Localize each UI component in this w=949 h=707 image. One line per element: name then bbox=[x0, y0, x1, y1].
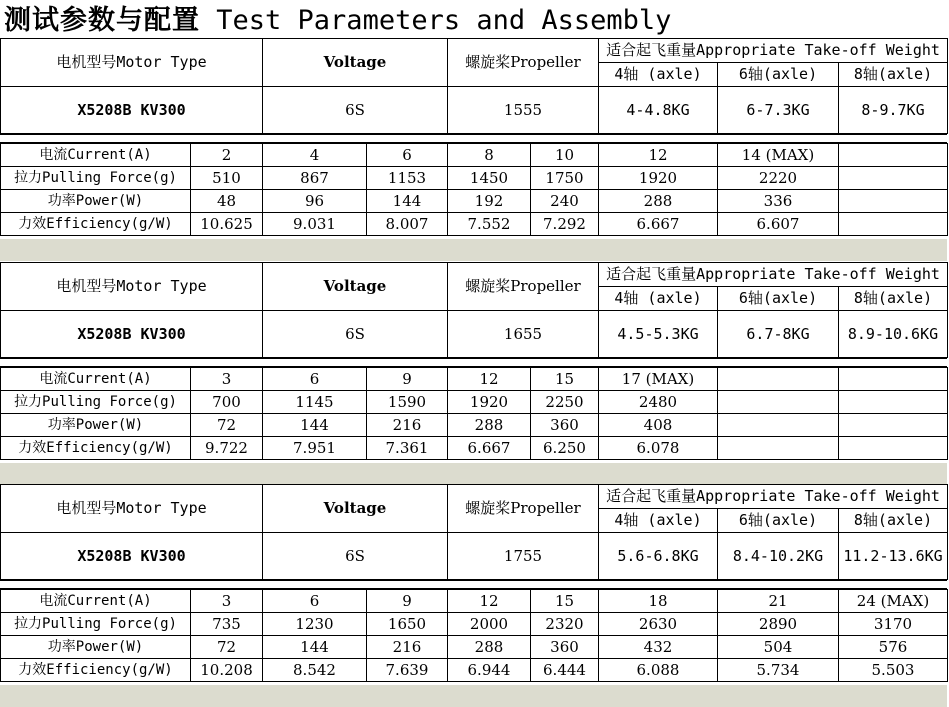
voltage-header: Voltage bbox=[263, 39, 448, 87]
cell-current: 3 bbox=[191, 590, 263, 613]
cell-force: 3170 bbox=[839, 613, 948, 636]
spec-header-table bbox=[0, 484, 948, 580]
cell-efficiency: 6.250 bbox=[531, 437, 599, 460]
table-row-efficiency bbox=[1, 213, 948, 236]
cell-current bbox=[839, 368, 948, 391]
cell-force: 867 bbox=[263, 167, 367, 190]
table-row-power bbox=[1, 636, 948, 659]
weight-4axle: 4.5-5.3KG bbox=[599, 311, 718, 358]
axle8-header: 8轴(axle) bbox=[839, 287, 948, 311]
cell-force: 1153 bbox=[367, 167, 448, 190]
propeller-value: 1555 bbox=[448, 87, 599, 134]
cell-efficiency: 6.607 bbox=[718, 213, 839, 236]
cell-efficiency: 8.542 bbox=[263, 659, 367, 682]
cell-power: 504 bbox=[718, 636, 839, 659]
page-title bbox=[4, 4, 671, 38]
cell-power: 96 bbox=[263, 190, 367, 213]
axle8-header: 8轴(axle) bbox=[839, 63, 948, 87]
table-row-power bbox=[1, 190, 948, 213]
cell-power: 336 bbox=[718, 190, 839, 213]
title-english: Test Parameters and Assembly bbox=[216, 5, 672, 36]
voltage-value: 6S bbox=[263, 87, 448, 134]
weight-4axle: 4-4.8KG bbox=[599, 87, 718, 134]
cell-power: 216 bbox=[367, 414, 448, 437]
axle4-header: 4轴 (axle) bbox=[599, 63, 718, 87]
cell-current: 21 bbox=[718, 590, 839, 613]
cell-force: 2250 bbox=[531, 391, 599, 414]
cell-current: 9 bbox=[367, 368, 448, 391]
cell-force bbox=[839, 167, 948, 190]
cell-efficiency: 7.292 bbox=[531, 213, 599, 236]
axle8-header: 8轴(axle) bbox=[839, 509, 948, 533]
cell-current: 14 (MAX) bbox=[718, 144, 839, 167]
cell-power: 240 bbox=[531, 190, 599, 213]
propeller-header: 螺旋桨Propeller bbox=[448, 485, 599, 533]
cell-power: 192 bbox=[448, 190, 531, 213]
row-label-power: 功率Power(W) bbox=[1, 636, 191, 659]
cell-efficiency: 7.552 bbox=[448, 213, 531, 236]
cell-efficiency: 6.667 bbox=[448, 437, 531, 460]
row-label-efficiency: 力效Efficiency(g/W) bbox=[1, 659, 191, 682]
cell-current: 24 (MAX) bbox=[839, 590, 948, 613]
row-label-force: 拉力Pulling Force(g) bbox=[1, 391, 191, 414]
cell-force: 735 bbox=[191, 613, 263, 636]
weight-4axle: 5.6-6.8KG bbox=[599, 533, 718, 580]
cell-efficiency bbox=[839, 213, 948, 236]
row-label-efficiency: 力效Efficiency(g/W) bbox=[1, 437, 191, 460]
cell-efficiency: 10.208 bbox=[191, 659, 263, 682]
cell-efficiency: 6.444 bbox=[531, 659, 599, 682]
cell-current: 2 bbox=[191, 144, 263, 167]
spec-header-table bbox=[0, 38, 948, 134]
performance-table bbox=[0, 143, 948, 236]
cell-efficiency: 5.503 bbox=[839, 659, 948, 682]
cell-force: 2320 bbox=[531, 613, 599, 636]
voltage-value: 6S bbox=[263, 311, 448, 358]
table-row-force bbox=[1, 167, 948, 190]
motor-type-header: 电机型号Motor Type bbox=[1, 263, 263, 311]
row-label-force: 拉力Pulling Force(g) bbox=[1, 613, 191, 636]
table-row-power bbox=[1, 414, 948, 437]
cell-efficiency: 6.667 bbox=[599, 213, 718, 236]
axle6-header: 6轴(axle) bbox=[718, 509, 839, 533]
row-label-current: 电流Current(A) bbox=[1, 144, 191, 167]
axle4-header: 4轴 (axle) bbox=[599, 287, 718, 311]
motor-type-header: 电机型号Motor Type bbox=[1, 39, 263, 87]
cell-power: 288 bbox=[448, 414, 531, 437]
cell-current: 12 bbox=[599, 144, 718, 167]
cell-power: 48 bbox=[191, 190, 263, 213]
cell-efficiency: 6.944 bbox=[448, 659, 531, 682]
cell-current: 17 (MAX) bbox=[599, 368, 718, 391]
cell-power: 216 bbox=[367, 636, 448, 659]
propeller-value: 1755 bbox=[448, 533, 599, 580]
cell-current: 12 bbox=[448, 368, 531, 391]
cell-current: 9 bbox=[367, 590, 448, 613]
voltage-header: Voltage bbox=[263, 263, 448, 311]
cell-power: 360 bbox=[531, 414, 599, 437]
section-separator bbox=[0, 358, 947, 367]
motor-model: X5208B KV300 bbox=[1, 311, 263, 358]
spec-header-table bbox=[0, 262, 948, 358]
cell-efficiency: 6.088 bbox=[599, 659, 718, 682]
cell-power: 72 bbox=[191, 636, 263, 659]
cell-force: 2890 bbox=[718, 613, 839, 636]
cell-power: 144 bbox=[263, 414, 367, 437]
propeller-header: 螺旋桨Propeller bbox=[448, 263, 599, 311]
cell-efficiency: 5.734 bbox=[718, 659, 839, 682]
cell-force: 1920 bbox=[448, 391, 531, 414]
cell-current: 10 bbox=[531, 144, 599, 167]
cell-force: 2220 bbox=[718, 167, 839, 190]
cell-efficiency: 8.007 bbox=[367, 213, 448, 236]
row-label-current: 电流Current(A) bbox=[1, 590, 191, 613]
cell-current bbox=[718, 368, 839, 391]
cell-current: 3 bbox=[191, 368, 263, 391]
table-row-efficiency bbox=[1, 659, 948, 682]
row-label-current: 电流Current(A) bbox=[1, 368, 191, 391]
cell-efficiency: 10.625 bbox=[191, 213, 263, 236]
cell-power bbox=[839, 190, 948, 213]
weight-8axle: 11.2-13.6KG bbox=[839, 533, 948, 580]
table-row-force bbox=[1, 613, 948, 636]
axle4-header: 4轴 (axle) bbox=[599, 509, 718, 533]
axle6-header: 6轴(axle) bbox=[718, 63, 839, 87]
cell-current: 4 bbox=[263, 144, 367, 167]
title-chinese: 测试参数与配置 bbox=[4, 5, 200, 36]
weight-6axle: 8.4-10.2KG bbox=[718, 533, 839, 580]
motor-type-header: 电机型号Motor Type bbox=[1, 485, 263, 533]
cell-force: 1920 bbox=[599, 167, 718, 190]
cell-force: 700 bbox=[191, 391, 263, 414]
cell-current bbox=[839, 144, 948, 167]
performance-table bbox=[0, 589, 948, 682]
voltage-header: Voltage bbox=[263, 485, 448, 533]
cell-power: 72 bbox=[191, 414, 263, 437]
cell-force: 1230 bbox=[263, 613, 367, 636]
cell-efficiency: 9.722 bbox=[191, 437, 263, 460]
cell-current: 15 bbox=[531, 368, 599, 391]
cell-power: 288 bbox=[599, 190, 718, 213]
cell-force bbox=[718, 391, 839, 414]
section-divider-band bbox=[0, 463, 947, 485]
cell-efficiency bbox=[718, 437, 839, 460]
cell-force: 510 bbox=[191, 167, 263, 190]
section-divider-band bbox=[0, 685, 947, 707]
cell-efficiency: 7.639 bbox=[367, 659, 448, 682]
cell-current: 12 bbox=[448, 590, 531, 613]
cell-force: 1450 bbox=[448, 167, 531, 190]
weight-header: 适合起飞重量Appropriate Take-off Weight bbox=[599, 263, 948, 287]
cell-force: 2630 bbox=[599, 613, 718, 636]
cell-efficiency: 7.951 bbox=[263, 437, 367, 460]
cell-power: 360 bbox=[531, 636, 599, 659]
cell-current: 6 bbox=[263, 368, 367, 391]
axle6-header: 6轴(axle) bbox=[718, 287, 839, 311]
cell-efficiency: 6.078 bbox=[599, 437, 718, 460]
table-row-force bbox=[1, 391, 948, 414]
table-row-current bbox=[1, 368, 948, 391]
motor-model: X5208B KV300 bbox=[1, 87, 263, 134]
table-row-current bbox=[1, 144, 948, 167]
cell-current: 6 bbox=[263, 590, 367, 613]
table-row-current bbox=[1, 590, 948, 613]
propeller-header: 螺旋桨Propeller bbox=[448, 39, 599, 87]
cell-current: 6 bbox=[367, 144, 448, 167]
performance-table bbox=[0, 367, 948, 460]
cell-power: 144 bbox=[367, 190, 448, 213]
cell-force: 2000 bbox=[448, 613, 531, 636]
voltage-value: 6S bbox=[263, 533, 448, 580]
cell-efficiency: 7.361 bbox=[367, 437, 448, 460]
weight-header: 适合起飞重量Appropriate Take-off Weight bbox=[599, 485, 948, 509]
cell-power bbox=[839, 414, 948, 437]
row-label-efficiency: 力效Efficiency(g/W) bbox=[1, 213, 191, 236]
cell-force: 1590 bbox=[367, 391, 448, 414]
cell-efficiency bbox=[839, 437, 948, 460]
table-row-efficiency bbox=[1, 437, 948, 460]
section-separator bbox=[0, 134, 947, 143]
cell-power: 144 bbox=[263, 636, 367, 659]
cell-power: 576 bbox=[839, 636, 948, 659]
cell-power: 408 bbox=[599, 414, 718, 437]
cell-current: 18 bbox=[599, 590, 718, 613]
weight-6axle: 6.7-8KG bbox=[718, 311, 839, 358]
weight-6axle: 6-7.3KG bbox=[718, 87, 839, 134]
cell-efficiency: 9.031 bbox=[263, 213, 367, 236]
propeller-value: 1655 bbox=[448, 311, 599, 358]
row-label-force: 拉力Pulling Force(g) bbox=[1, 167, 191, 190]
row-label-power: 功率Power(W) bbox=[1, 190, 191, 213]
cell-current: 8 bbox=[448, 144, 531, 167]
motor-model: X5208B KV300 bbox=[1, 533, 263, 580]
row-label-power: 功率Power(W) bbox=[1, 414, 191, 437]
cell-force: 1650 bbox=[367, 613, 448, 636]
cell-force: 1145 bbox=[263, 391, 367, 414]
weight-8axle: 8.9-10.6KG bbox=[839, 311, 948, 358]
cell-force: 2480 bbox=[599, 391, 718, 414]
cell-force bbox=[839, 391, 948, 414]
weight-header: 适合起飞重量Appropriate Take-off Weight bbox=[599, 39, 948, 63]
weight-8axle: 8-9.7KG bbox=[839, 87, 948, 134]
section-divider-band bbox=[0, 239, 947, 261]
cell-force: 1750 bbox=[531, 167, 599, 190]
cell-power: 432 bbox=[599, 636, 718, 659]
cell-current: 15 bbox=[531, 590, 599, 613]
cell-power: 288 bbox=[448, 636, 531, 659]
section-separator bbox=[0, 580, 947, 589]
cell-power bbox=[718, 414, 839, 437]
